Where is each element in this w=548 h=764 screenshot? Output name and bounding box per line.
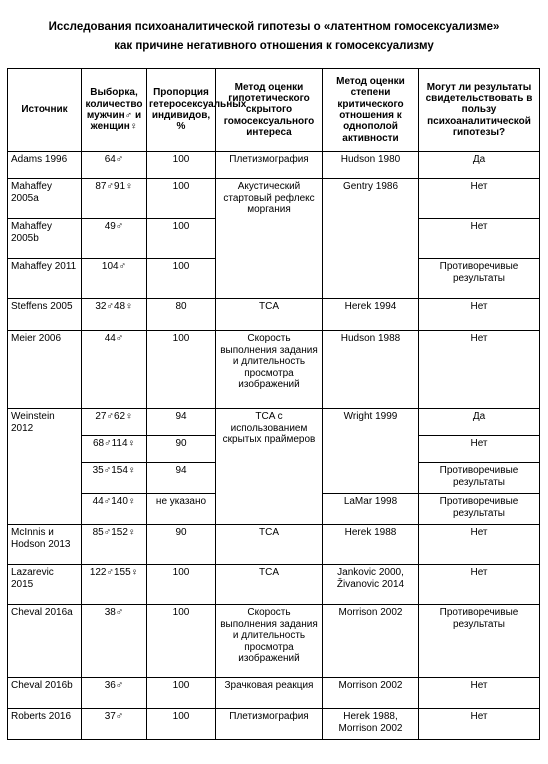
sample-cell: 122♂155♀ xyxy=(82,565,147,605)
support-cell: Нет xyxy=(419,565,540,605)
sample-cell: 104♂ xyxy=(82,259,147,299)
header-source: Источник xyxy=(8,69,82,152)
latent-method-cell: Плетизмография xyxy=(216,152,323,179)
latent-method-cell: TCA с использованием скрытых праймеров xyxy=(216,409,323,525)
table-row xyxy=(8,565,540,605)
table-row xyxy=(8,525,540,565)
support-cell: Нет xyxy=(419,331,540,409)
latent-method-cell: Скорость выполнения задания и длительность просмотра изображений xyxy=(216,331,323,409)
source-cell: Adams 1996 xyxy=(8,152,82,179)
table-row xyxy=(8,709,540,740)
table-header-row xyxy=(8,69,540,152)
hetero-cell: не указано xyxy=(147,494,216,525)
latent-method-cell: TCA xyxy=(216,565,323,605)
source-cell: Mahaffey 2005b xyxy=(8,219,82,259)
sample-cell: 32♂48♀ xyxy=(82,299,147,331)
table-row xyxy=(8,605,540,678)
support-cell: Да xyxy=(419,152,540,179)
header-sample: Выборка, количество мужчин♂ и женщин♀ xyxy=(82,69,147,152)
sample-cell: 36♂ xyxy=(82,678,147,709)
hetero-cell: 94 xyxy=(147,409,216,436)
source-cell: Mahaffey 2011 xyxy=(8,259,82,299)
hetero-cell: 90 xyxy=(147,436,216,463)
latent-method-cell: Зрачковая реакция xyxy=(216,678,323,709)
header-hetero: Пропорция гетеросексуальных индивидов, % xyxy=(147,69,216,152)
critical-method-cell: Morrison 2002 xyxy=(323,605,419,678)
hetero-cell: 100 xyxy=(147,179,216,219)
latent-method-cell: Плетизмография xyxy=(216,709,323,740)
source-cell: Mahaffey 2005a xyxy=(8,179,82,219)
support-cell: Нет xyxy=(419,299,540,331)
support-cell: Нет xyxy=(419,709,540,740)
support-cell: Нет xyxy=(419,219,540,259)
hetero-cell: 80 xyxy=(147,299,216,331)
source-cell: Cheval 2016b xyxy=(8,678,82,709)
critical-method-cell: Jankovic 2000, Živanovic 2014 xyxy=(323,565,419,605)
hetero-cell: 100 xyxy=(147,259,216,299)
critical-method-cell: Morrison 2002 xyxy=(323,678,419,709)
latent-method-cell: Акустический стартовый рефлекс моргания xyxy=(216,179,323,299)
latent-method-cell: Скорость выполнения задания и длительность просмотра изображений xyxy=(216,605,323,678)
table-row xyxy=(8,299,540,331)
hetero-cell: 100 xyxy=(147,709,216,740)
sample-cell: 85♂152♀ xyxy=(82,525,147,565)
header-latent-method: Метод оценки гипотетического скрытого гомосексуального интереса xyxy=(216,69,323,152)
source-cell: Roberts 2016 xyxy=(8,709,82,740)
latent-method-cell: TCA xyxy=(216,299,323,331)
critical-method-cell: LaMar 1998 xyxy=(323,494,419,525)
hetero-cell: 94 xyxy=(147,463,216,494)
critical-method-cell: Herek 1988 xyxy=(323,525,419,565)
hetero-cell: 100 xyxy=(147,219,216,259)
document-title-line2: как причине негативного отношения к гомосексуализму xyxy=(114,40,434,52)
table-row xyxy=(8,152,540,179)
critical-method-cell: Hudson 1988 xyxy=(323,331,419,409)
support-cell: Нет xyxy=(419,436,540,463)
critical-method-cell: Gentry 1986 xyxy=(323,179,419,299)
critical-method-cell: Herek 1988, Morrison 2002 xyxy=(323,709,419,740)
hetero-cell: 100 xyxy=(147,152,216,179)
support-cell: Противоречивые результаты xyxy=(419,259,540,299)
source-cell: McInnis и Hodson 2013 xyxy=(8,525,82,565)
source-cell: Cheval 2016a xyxy=(8,605,82,678)
source-cell: Lazarevic 2015 xyxy=(8,565,82,605)
hetero-cell: 100 xyxy=(147,331,216,409)
source-cell: Meier 2006 xyxy=(8,331,82,409)
hetero-cell: 100 xyxy=(147,605,216,678)
critical-method-cell: Hudson 1980 xyxy=(323,152,419,179)
table-row xyxy=(8,179,540,219)
sample-cell: 27♂62♀ xyxy=(82,409,147,436)
sample-cell: 37♂ xyxy=(82,709,147,740)
sample-cell: 68♂114♀ xyxy=(82,436,147,463)
hetero-cell: 100 xyxy=(147,678,216,709)
table-row xyxy=(8,678,540,709)
latent-method-cell: TCA xyxy=(216,525,323,565)
sample-cell: 38♂ xyxy=(82,605,147,678)
header-support: Могут ли результаты свидетельствовать в пользу психоаналитической гипотезы? xyxy=(419,69,540,152)
critical-method-cell: Wright 1999 xyxy=(323,409,419,494)
studies-table xyxy=(7,68,540,740)
hetero-cell: 90 xyxy=(147,525,216,565)
sample-cell: 44♂140♀ xyxy=(82,494,147,525)
sample-cell: 44♂ xyxy=(82,331,147,409)
document-title-line1: Исследования психоаналитической гипотезы о «латентном гомосексуализме» xyxy=(48,21,500,33)
support-cell: Нет xyxy=(419,179,540,219)
sample-cell: 49♂ xyxy=(82,219,147,259)
table-row xyxy=(8,331,540,409)
source-cell: Weinstein 2012 xyxy=(8,409,82,525)
source-cell: Steffens 2005 xyxy=(8,299,82,331)
support-cell: Противоречивые результаты xyxy=(419,494,540,525)
table-row xyxy=(8,409,540,436)
support-cell: Нет xyxy=(419,678,540,709)
sample-cell: 64♂ xyxy=(82,152,147,179)
support-cell: Нет xyxy=(419,525,540,565)
support-cell: Противоречивые результаты xyxy=(419,463,540,494)
support-cell: Да xyxy=(419,409,540,436)
sample-cell: 35♂154♀ xyxy=(82,463,147,494)
critical-method-cell: Herek 1994 xyxy=(323,299,419,331)
hetero-cell: 100 xyxy=(147,565,216,605)
support-cell: Противоречивые результаты xyxy=(419,605,540,678)
header-critical-method: Метод оценки степени критического отношения к однополой активности xyxy=(323,69,419,152)
sample-cell: 87♂91♀ xyxy=(82,179,147,219)
